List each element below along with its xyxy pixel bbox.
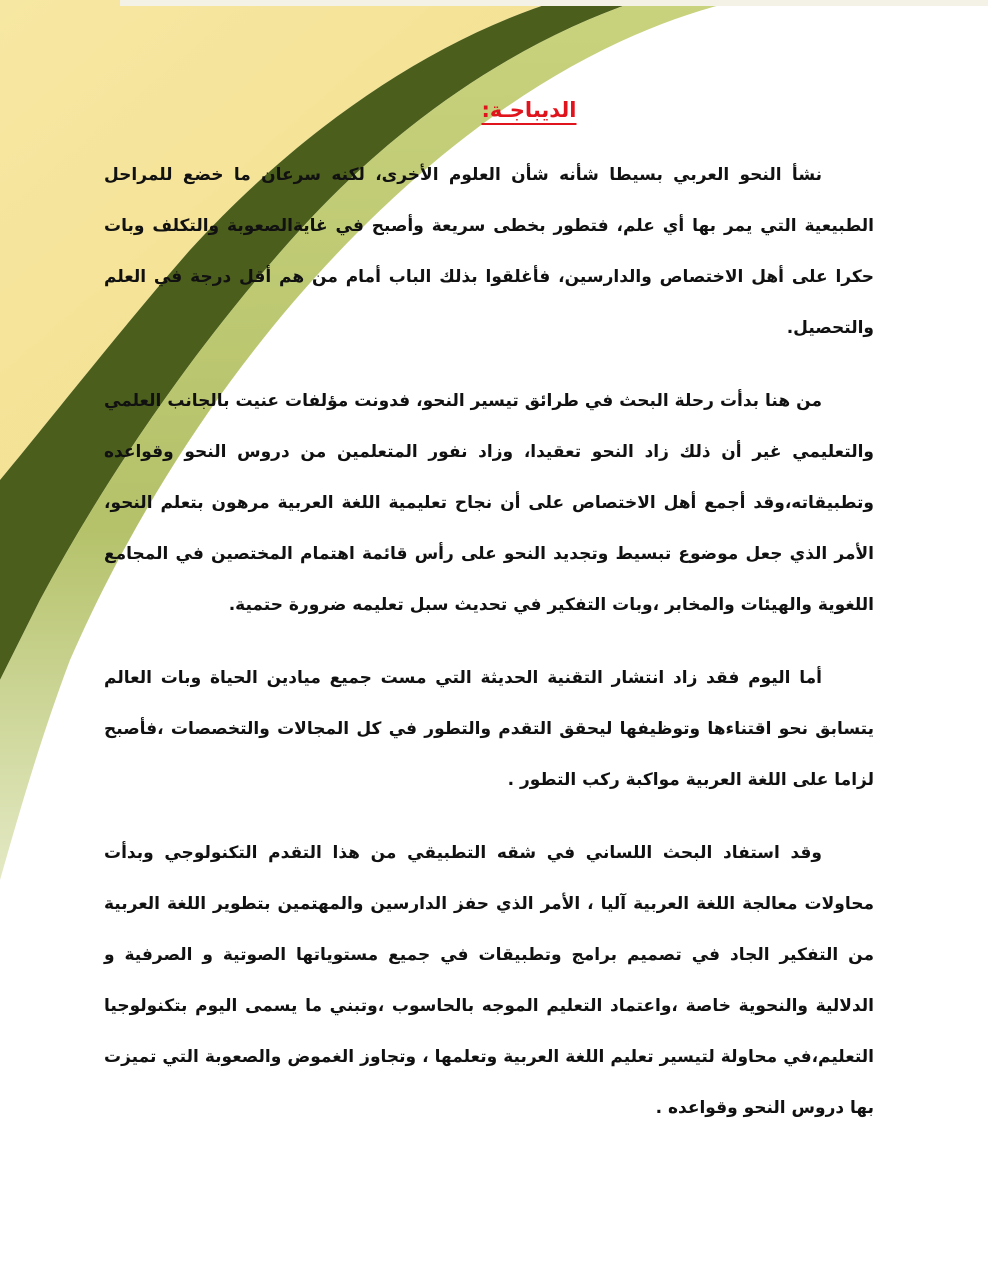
paragraph-3: أما اليوم فقد زاد انتشار التقنية الحديثة التي مست جميع ميادين الحياة وبات العالم يتسابق نحو اقتناءها وتوظيفها ليحقق التقدم والتطور في كل المجالات والتخصصات ،فأصبح لزاما على اللغة العربية مواكبة ركب التطور .: [104, 668, 874, 790]
heading-text: الديباجـة:: [481, 98, 577, 122]
document-body: [104, 98, 874, 1156]
paragraph-1: نشأ النحو العربي بسيطا شأنه شأن العلوم الأخرى، لكنه سرعان ما خضع للمراحل الطبيعية التي يمر بها أي علم، فتطور بخطى سريعة وأصبح في غايةالصعوبة والتكلف وبات حكرا على أهل الاختصاص والدارسين، فأغلقوا بذلك الباب أمام من هم أقل درجة في العلم والتحصيل.: [104, 165, 874, 338]
paragraph-4: وقد استفاد البحث اللساني في شقه التطبيقي من هذا التقدم التكنولوجي وبدأت محاولات معالجة اللغة العربية آليا ، الأمر الذي حفز الدارسين والمهتمين بتطوير اللغة العربية من التفكير الجاد في تصميم برامج وتطبيقات في جميع مستوياتها الصوتية و الصرفية و الدلالية والنحوية خاصة ،واعتماد التعليم الموجه بالحاسوب ،وتبني ما يسمى اليوم بتكنولوجيا التعليم،في محاولة لتيسير تعليم اللغة العربية وتعلمها ، وتجاوز الغموض والصعوبة التي تميزت بها دروس النحو وقواعده .: [104, 843, 874, 1118]
document-heading: [104, 98, 874, 122]
swoosh-top-strip: [120, 0, 988, 6]
paragraph-2: من هنا بدأت رحلة البحث في طرائق تيسير النحو، فدونت مؤلفات عنيت بالجانب العلمي والتعليمي غير أن ذلك زاد النحو تعقيدا، وزاد نفور المتعلمين من دروس النحو وقواعده وتطبيقاته،وقد أجمع أهل الاختصاص على أن نجاح تعليمية اللغة العربية مرهون بتعلم النحو، الأمر الذي جعل موضوع تبسيط وتجديد النحو على رأس قائمة اهتمام المختصين في المجامع اللغوية والهيئات والمخابر ،وبات التفكير في تحديث سبل تعليمه ضرورة حتمية.: [104, 391, 874, 615]
